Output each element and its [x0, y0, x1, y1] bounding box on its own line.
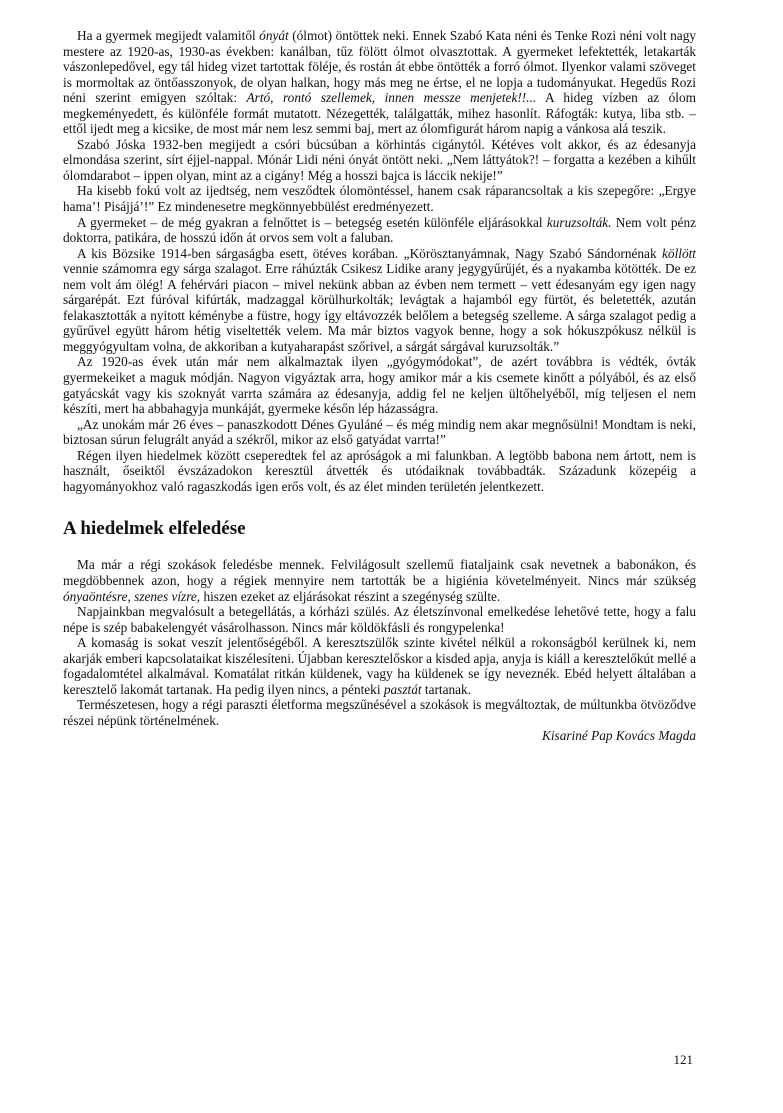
section1-paragraph: Az 1920-as évek után már nem alkalmaztak ilyen „gyógymódokat”, de azért továbbra is védték, óvták gyermekeiket a maguk módján. Nagyon vigyáztak arra, hogy amikor már a kis csemete kinőtt a pólyából, és az első gatyácskát vagy kis szoknyát varrta számára az édesanyja, addig fel ne keljen ültőhelyéből, míg teljesen el nem készíti, mert ha abbahagyja munkáját, gyermeke későn lép házasságra. [63, 354, 696, 417]
section1-paragraph: „Az unokám már 26 éves – panaszkodott Dénes Gyuláné – és még mindig nem akar megnősülni! Mondtam is neki, biztosan súrun felugrált anyád a székről, mikor az első gatyádat varrta!” [63, 416, 696, 448]
section1-paragraph: A kis Bözsike 1914-ben sárgaságba esett, ötéves korában. „Körösztanyámnak, Nagy Szabó Sándornénak köllött vennie számomra egy sárga szalagot. Erre ráhúzták Csikesz Lidike arany jegygyűrűjét, és a nyakamba kötötték. De ez nem volt ám ölég! A fehérvári piacon – mivel nekünk abban az évben nem termett – vett édesanyám egy igen nagy sárgarépát. Ezt fúróval kifúrták, madzaggal körülhurkolták; levágtak a hajamból egy fürtöt, és beletették, azután felakasztották a nyitott kéménybe a füstre, hogy így eltávozzék belőlem a betegség szelleme. A sárga szalagot pedig a gyűrűvel együtt három hétig viseltették velem. Ma már biztos vagyok benne, hogy a sok hókuszpókusz nélkül is meggyógyultam volna, de akkoriban a kutyaharapást szőrivel, a sárgát sárgával kuruzsolták.” [63, 245, 696, 354]
italic-term: kuruzsolták. [546, 214, 612, 230]
section1-paragraph: Szabó Jóska 1932-ben megijedt a csóri búcsúban a körhintás cigánytól. Kétéves volt akkor, és az édesanyja elmondása szerint, sírt éjjel-nappal. Mónár Lidi néni ónyát öntött neki. „Nem láttyátok?! – forgatta a kezében a kihűlt ólomdarabot – ippen olyan, mint az a cigány! Még a hosszi bajca is láccik nekije!” [63, 136, 696, 183]
section2-paragraph: Természetesen, hogy a régi paraszti életforma megszűnésével a szokások is megváltoztak, de múltunkba ötvöződve részei népünk történelmének. [63, 697, 696, 728]
italic-term: Artó, rontó szellemek, innen messze menjetek!!... [246, 90, 537, 106]
section-childhood-beliefs [63, 28, 696, 494]
italic-term: köllött [662, 245, 696, 261]
page-number: 121 [673, 1052, 693, 1067]
italic-term: pasztát [383, 681, 422, 697]
author-signature: Kisariné Pap Kovács Magda [541, 728, 696, 744]
italic-term: ónyát [259, 28, 289, 43]
text-column [63, 28, 696, 744]
section1-paragraph: Ha kisebb fokú volt az ijedtség, nem vesződtek ólomöntéssel, hanem csak ráparancsoltak a kis szepegőre: „Ergye hama’! Pisájjá’!” Ez mindenesetre megkönnyebbülést eredményezett. [63, 183, 696, 215]
section1-paragraph: Régen ilyen hiedelmek között cseperedtek fel az apróságok a mi falunkban. A legtöbb babona nem ártott, nem is használt, őseiktől évszázadokon keresztül átvették és utódaiknak továbbadták. Századunk közepéig a hagyományokhoz való ragaszkodás igen erős volt, és az élet minden területén jelentkezett. [63, 447, 696, 494]
section2-paragraph: Ma már a régi szokások feledésbe mennek. Felvilágosult szellemű fiataljaink csak nevetnek a babonákon, és megdöbbennek azon, hogy a régiek mennyire nem tartották be a higiénia követelményeit. Nincs már szükség ónyaöntésre, szenes vízre, hiszen ezeket az eljárásokat részint a szegénység szülte. [63, 557, 696, 604]
italic-term: ónyaöntésre, szenes vízre, [63, 588, 201, 604]
section1-paragraph: Ha a gyermek megijedt valamitől ónyát (ólmot) öntöttek neki. Ennek Szabó Kata néni és Tenke Rozi néni volt nagy mestere az 1920-as, 1930-as években: kanálban, tűz fölött ólmot olvasztottak. A gyermeket lefektették, letakarták vászonlepedővel, egy tál hideg vizet tartottak föléje, és rostán át ebbe öntötték a forró ólmot. Ilyenkor valami szöveget is mormoltak az öntőasszonyok, de olyan halkan, hogy más meg ne értse, el ne lopja a tudományukat. Hegedűs Rozi néni szerint emigyen szóltak: Artó, rontó szellemek, innen messze menjetek!!... A hideg vízben az ólom megkeményedett, és különféle formát mutatott. Nézegették, találgatták, mihez hasonlít. Ráfogták: kutya, liba stb. – ettől ijedt meg a kicsike, de most már nem lesz semmi baj, mert az ólomfigurát három napig a vánkosa alá teszik. [63, 28, 696, 137]
section-heading: A hiedelmek elfeledése [63, 518, 246, 540]
section2-paragraph: Napjainkban megvalósult a betegellátás, a kórházi szülés. Az életszínvonal emelkedése lehetővé tette, hogy a falu népe is szép babakelengyét vásárolhasson. Nincs már köldökfásli és rongypelenka! [63, 604, 696, 635]
section-forgetting-beliefs [63, 557, 696, 728]
section2-paragraph: A komaság is sokat veszít jelentőségéből. A keresztszülők szinte kivétel nélkül a rokonságból kerülnek ki, nem akarják emberi kapcsolataikat kiszélesíteni. Újabban keresztelőskor a kisded apja, anyja is kiáll a keresztelőkút mellé a fogadalomtétel alkalmával. Komatálat ritkán küldenek, vagy ha küldenek se így neveznék. Ebéd helyett általában a keresztelő lakomát tartanak. Ha pedig ilyen nincs, a pénteki pasztát tartanak. [63, 635, 696, 697]
section1-paragraph: A gyermeket – de még gyakran a felnőttet is – betegség esetén különféle eljárásokkal kuruzsolták. Nem volt pénz doktorra, patikára, de hosszú időn át orvos sem volt a faluban. [63, 214, 696, 246]
